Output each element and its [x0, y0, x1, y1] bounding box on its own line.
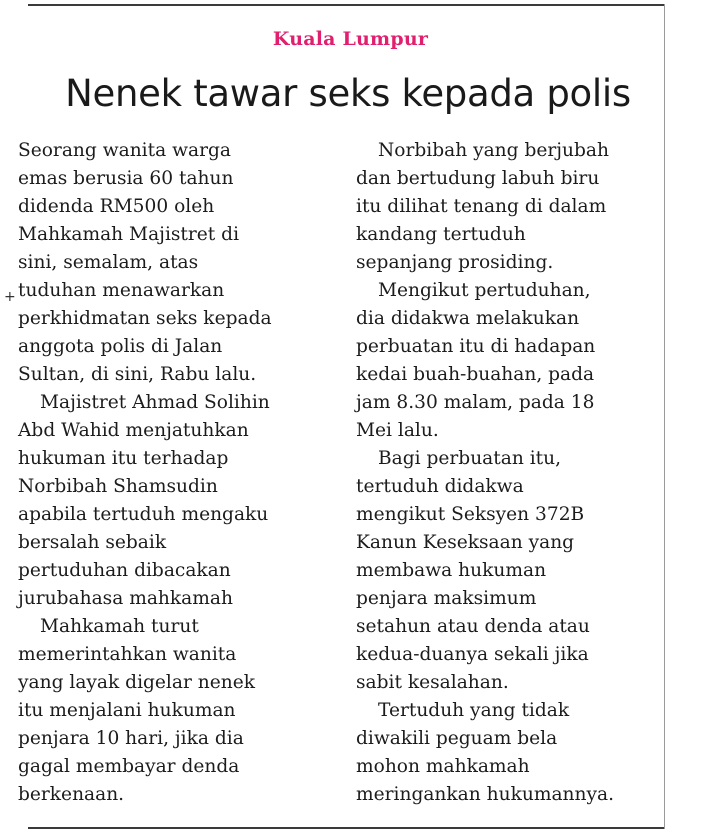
- text-line: sabit kesalahan.: [356, 672, 509, 693]
- text-line: itu dilihat tenang di dalam: [356, 196, 607, 217]
- text-line: memerintahkan wanita: [18, 644, 237, 665]
- top-rule: [28, 4, 664, 6]
- text-line: tuduhan menawarkan: [18, 280, 225, 301]
- text-line: Mengikut pertuduhan,: [378, 280, 591, 301]
- text-line: Mahkamah Majistret di: [18, 224, 240, 245]
- text-line: dia didakwa melakukan: [356, 308, 580, 329]
- text-line: Mei lalu.: [356, 420, 439, 441]
- text-line: yang layak digelar nenek: [18, 672, 255, 693]
- text-line: kedua-duanya sekali jika: [356, 644, 589, 665]
- text-line: apabila tertuduh mengaku: [18, 504, 269, 525]
- text-line: kandang tertuduh: [356, 224, 526, 245]
- text-line: penjara maksimum: [356, 588, 537, 609]
- text-line: perkhidmatan seks kepada: [18, 308, 272, 329]
- registration-mark-icon: +: [4, 289, 16, 305]
- text-line: Abd Wahid menjatuhkan: [18, 420, 249, 441]
- text-line: mohon mahkamah: [356, 756, 530, 777]
- paragraph-3: [18, 613, 336, 809]
- text-line: Norbibah Shamsudin: [18, 476, 218, 497]
- text-line: emas berusia 60 tahun: [18, 168, 234, 189]
- text-line: Tertuduh yang tidak: [378, 700, 570, 721]
- text-line: Seorang wanita warga: [18, 140, 231, 161]
- bottom-rule: [28, 827, 664, 829]
- text-line: dan bertudung labuh biru: [356, 168, 600, 189]
- text-line: jurubahasa mahkamah: [18, 588, 233, 609]
- text-line: diwakili peguam bela: [356, 728, 558, 749]
- text-line: hukuman itu terhadap: [18, 448, 229, 469]
- text-line: tertuduh didakwa: [356, 476, 524, 497]
- right-column: [356, 137, 662, 809]
- paragraph-2: [18, 389, 336, 613]
- text-line: sini, semalam, atas: [18, 252, 199, 273]
- text-line: pertuduhan dibacakan: [18, 560, 231, 581]
- text-line: Kanun Keseksaan yang: [356, 532, 575, 553]
- text-line: didenda RM500 oleh: [18, 196, 215, 217]
- paragraph-4: [356, 137, 662, 277]
- paragraph-6: [356, 445, 662, 697]
- text-line: meringankan hukumannya.: [356, 784, 615, 805]
- text-line: mengikut Seksyen 372B: [356, 504, 585, 525]
- headline: Nenek tawar seks kepada polis: [65, 72, 631, 115]
- text-line: penjara 10 hari, jika dia: [18, 728, 244, 749]
- right-rule: [664, 4, 665, 829]
- text-line: Bagi perbuatan itu,: [378, 448, 562, 469]
- text-line: berkenaan.: [18, 784, 125, 805]
- left-column: [18, 137, 336, 809]
- text-line: kedai buah-buahan, pada: [356, 364, 595, 385]
- text-line: sepanjang prosiding.: [356, 252, 554, 273]
- text-line: perbuatan itu di hadapan: [356, 336, 596, 357]
- section-label: Kuala Lumpur: [272, 28, 429, 50]
- text-line: jam 8.30 malam, pada 18: [356, 392, 595, 413]
- paragraph-7: [356, 697, 662, 809]
- text-line: setahun atau denda atau: [356, 616, 590, 637]
- paragraph-1: [18, 137, 336, 389]
- text-line: Sultan, di sini, Rabu lalu.: [18, 364, 257, 385]
- text-line: itu menjalani hukuman: [18, 700, 236, 721]
- text-line: anggota polis di Jalan: [18, 336, 223, 357]
- text-line: gagal membayar denda: [18, 756, 240, 777]
- paragraph-5: [356, 277, 662, 445]
- text-line: bersalah sebaik: [18, 532, 167, 553]
- text-line: Majistret Ahmad Solihin: [40, 392, 270, 413]
- text-line: Norbibah yang berjubah: [378, 140, 609, 161]
- text-line: membawa hukuman: [356, 560, 547, 581]
- text-line: Mahkamah turut: [40, 616, 199, 637]
